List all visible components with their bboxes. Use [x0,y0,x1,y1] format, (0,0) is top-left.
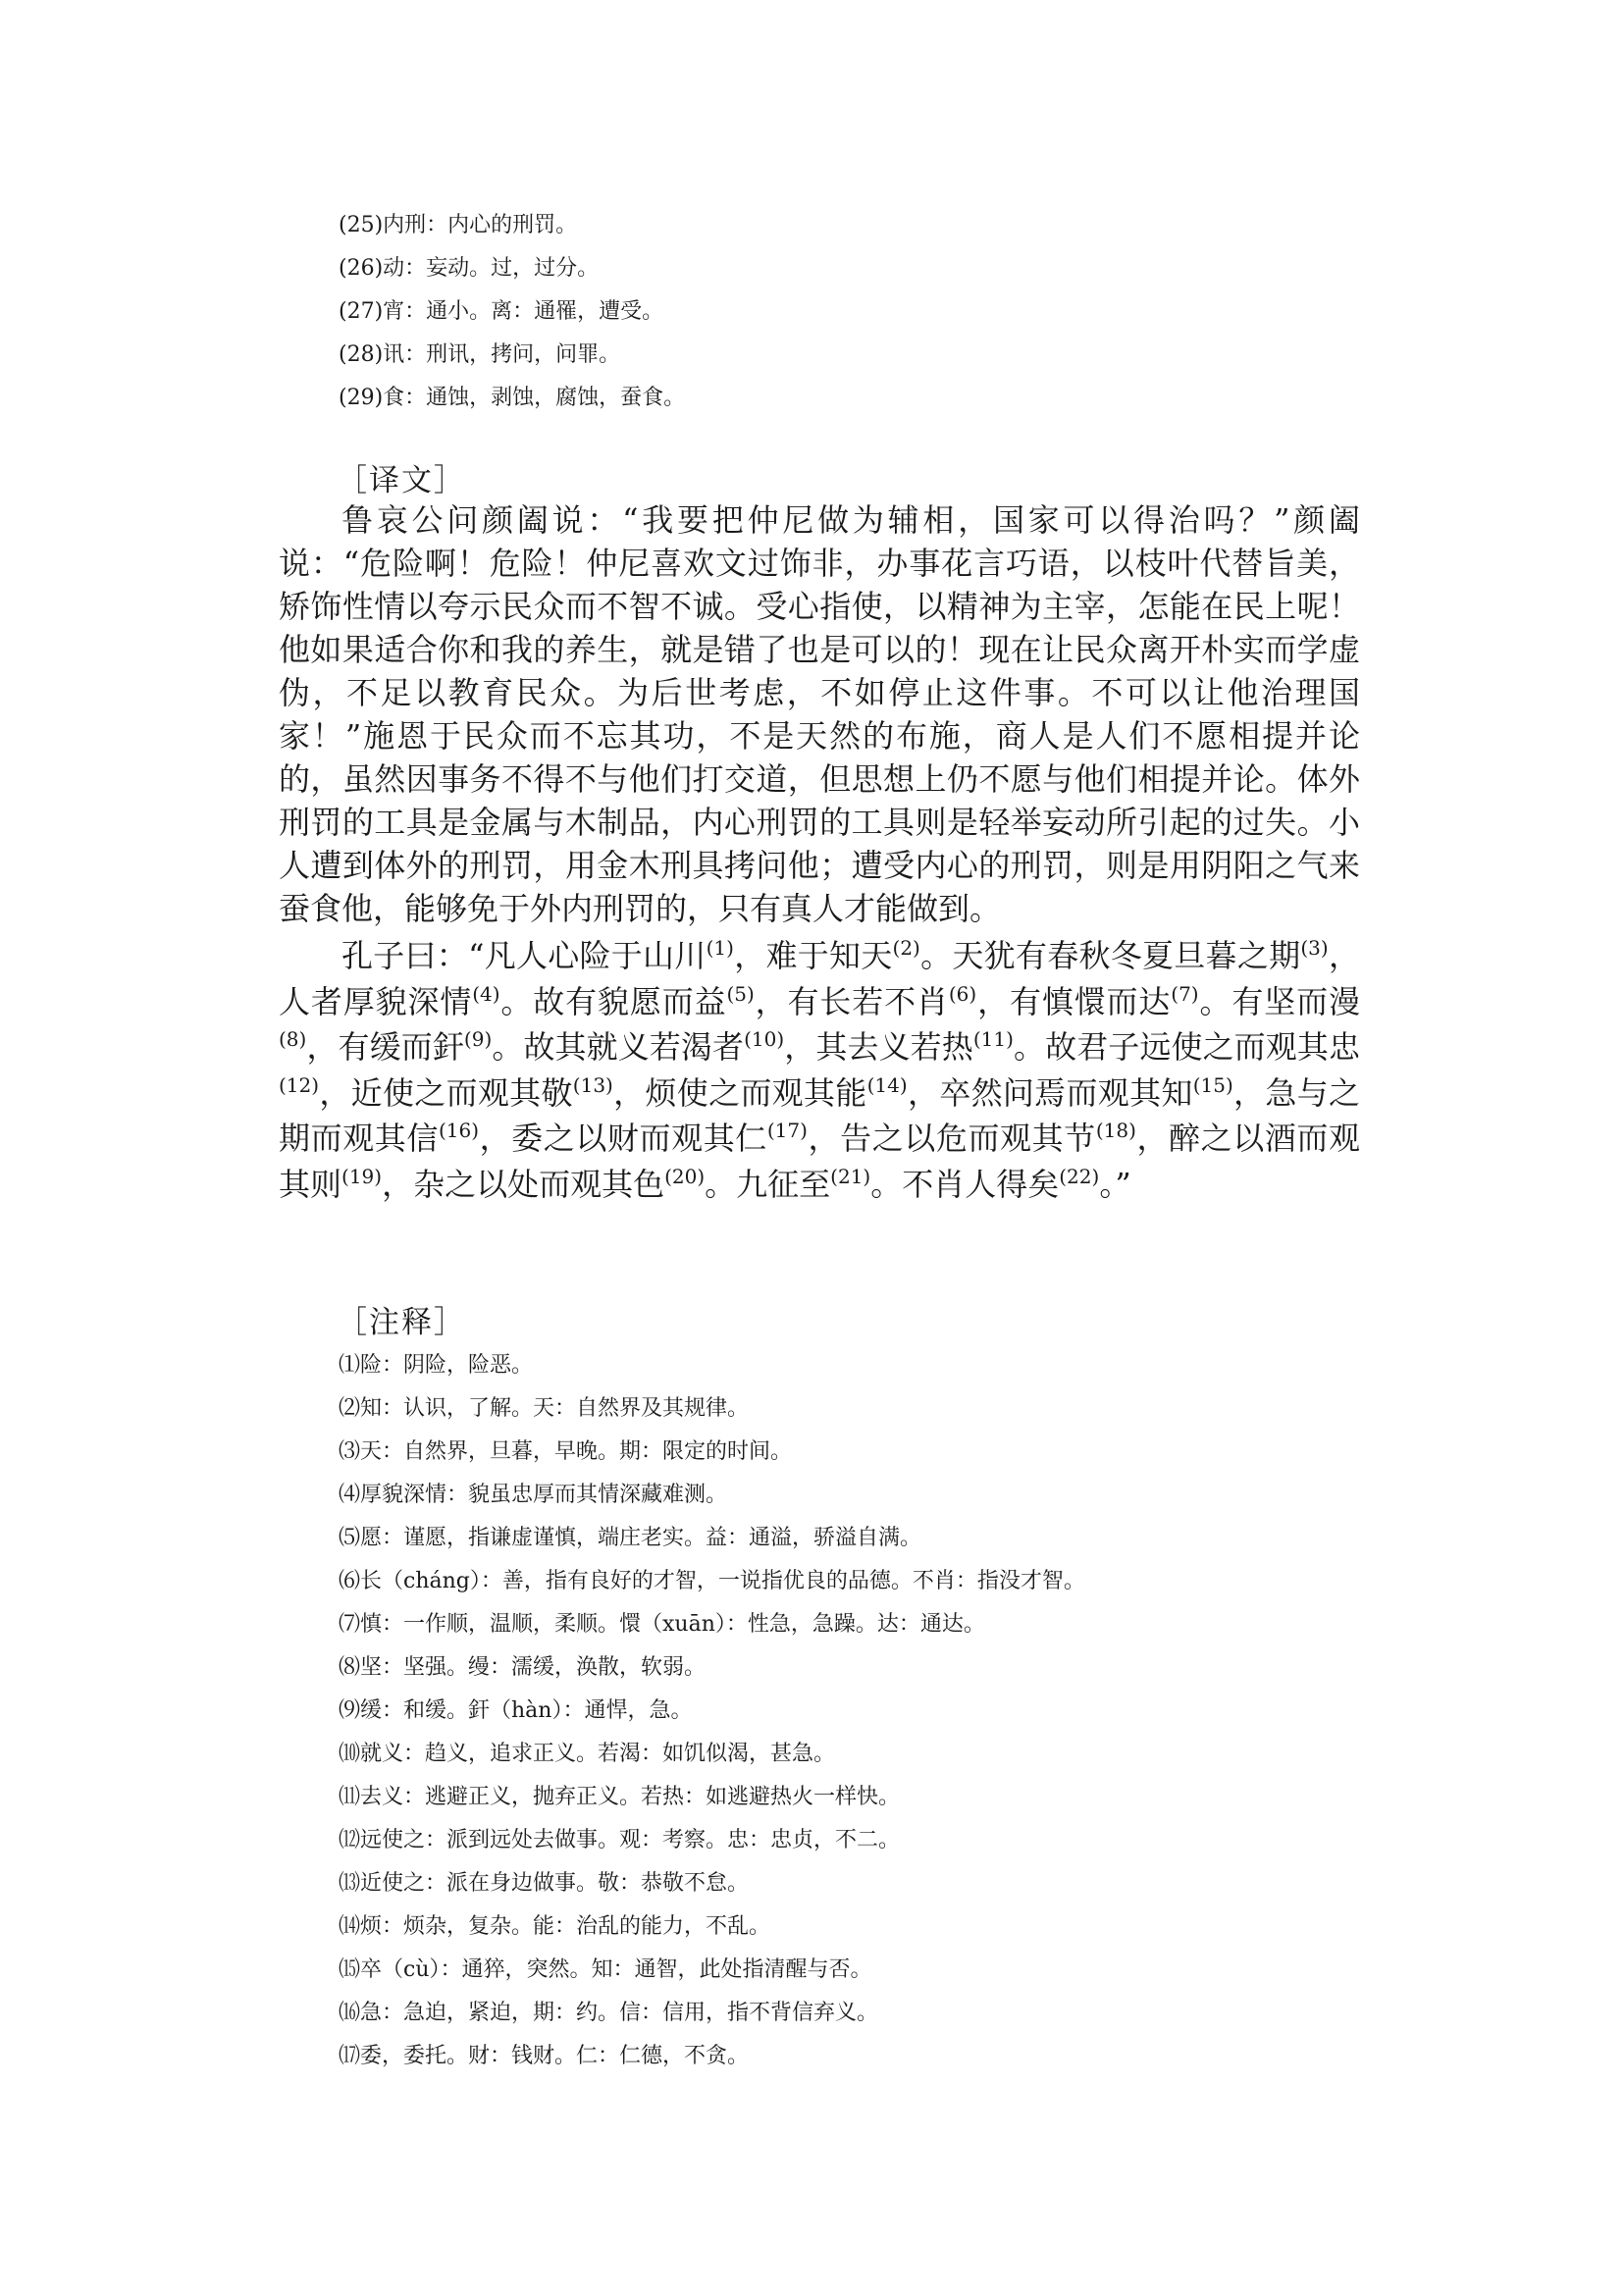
original-text-paragraph [279,933,1360,1207]
footnote-marker: (7) [1171,981,1199,1006]
note-item: ⑺慎：一作顺，温顺，柔顺。懁（xuān）：性急，急躁。达：通达。 [339,1612,985,1637]
footnote-marker: (8) [279,1027,307,1051]
note-item: ⒃急：急迫，紧迫，期：约。信：信用，指不背信弃义。 [339,2001,879,2025]
original-text-segment: ，其去义若热 [784,1028,973,1066]
note-item: ⑼缓：和缓。釬（hàn）：通悍，急。 [339,1698,693,1723]
original-text-segment: 。天犹有春秋冬夏旦暮之期 [919,937,1301,974]
notes-top-list [339,204,1320,420]
original-text-segment: ，有缓而釬 [306,1028,464,1066]
body-block [279,498,1360,1207]
original-text-segment: ，杂之以处而观其色 [382,1165,665,1203]
note-item: ⑽就义：趋义，追求正义。若渴：如饥似渴，甚急。 [339,1742,836,1766]
original-text-segment: ，卒然问焉而观其知 [907,1073,1193,1112]
original-text-segment: 。” [1099,1165,1131,1203]
note-item: ⑸愿：谨愿，指谦虚谨慎，端庄老实。益：通溢，骄溢自满。 [339,1526,922,1550]
note-item: ⒁烦：烦杂，复杂。能：治乱的能力，不乱。 [339,1914,771,1939]
original-text-segment: ，有慎懁而达 [976,982,1172,1020]
note-item: (28)讯：刑讯，拷问，问罪。 [339,342,621,367]
footnote-marker: (21) [830,1164,871,1188]
footnote-marker: (2) [892,936,920,960]
note-item: ⒂卒（cù）：通猝，突然。知：通智，此处指清醒与否。 [339,1957,872,1982]
note-item: ⑿远使之：派到远处去做事。观：考察。忠：忠贞，不二。 [339,1828,901,1852]
footnote-marker: (22) [1059,1164,1100,1188]
note-item: (25)内刑：内心的刑罚。 [339,213,578,237]
footnote-marker: (20) [664,1164,706,1188]
footnote-marker: (14) [866,1072,908,1097]
original-text-segment: 。不肖人得矣 [870,1165,1060,1203]
note-item: ⑷厚貌深情：貌虽忠厚而其情深藏难测。 [339,1483,728,1507]
note-item: ⑶天：自然界，旦暮，早晚。期：限定的时间。 [339,1439,793,1464]
note-item: ⑻坚：坚强。缦：濡缓，涣散，软弱。 [339,1655,707,1680]
footnote-marker: (17) [766,1119,808,1142]
note-item: ⑹长（cháng）：善，指有良好的才智，一说指优良的品德。不肖：指没才智。 [339,1569,1085,1593]
original-text-segment: ，难于知天 [733,937,893,974]
note-item: ⑾去义：逃避正义，抛弃正义。若热：如逃避热火一样快。 [339,1785,901,1809]
footnote-marker: (12) [279,1072,320,1097]
footnote-marker: (3) [1300,936,1329,960]
original-text-segment: ，近使之而观其敬 [319,1073,573,1112]
original-text-segment: 孔子曰：“凡人心险于山川 [341,937,707,974]
original-text-segment: 。九征至 [705,1165,831,1203]
footnote-marker: (10) [744,1027,785,1051]
notes-bottom-list [339,1344,1320,2078]
original-text-segment: ，有长若不肖 [754,982,949,1020]
original-text-segment: 。有坚而漫 [1198,982,1360,1020]
footnote-marker: (11) [972,1027,1014,1051]
footnote-marker: (16) [438,1119,479,1142]
original-text-segment: ，急与之期而观其信 [279,1073,1360,1157]
note-item: ⑵知：认识，了解。天：自然界及其规律。 [339,1396,750,1421]
notes-heading: ［注释］ [337,1305,466,1340]
original-text-segment: ，醉之以酒而观其则 [279,1120,1360,1203]
note-item: ⒀近使之：派在身边做事。敬：恭敬不怠。 [339,1871,750,1896]
note-item: (29)食：通蚀，剥蚀，腐蚀，蚕食。 [339,386,686,410]
footnote-marker: (9) [463,1027,493,1051]
note-item: ⑴险：阴险，险恶。 [339,1353,534,1378]
footnote-marker: (13) [572,1072,613,1097]
footnote-marker: (6) [948,981,977,1006]
translation-paragraph: 鲁哀公问颜阖说：“我要把仲尼做为辅相，国家可以得治吗？”颜阖说：“危险啊！危险！仲尼喜欢文过饰非，办事花言巧语，以枝叶代替旨美，矫饰性情以夸示民众而不智不诚。受心指使，以精神为主宰，怎能在民上呢！他如果适合你和我的养生，就是错了也是可以的！现在让民众离开朴实而学虚伪，不足以教育民众。为后世考虑，不如停止这件事。不可以让他治理国家！”施恩于民众而不忘其功，不是天然的布施，商人是人们不愿相提并论的，虽然因事务不得不与他们打交道，但思想上仍不愿与他们相提并论。体外刑罚的工具是金属与木制品，内心刑罚的工具则是轻举妄动所引起的过失。小人遭到体外的刑罚，用金木刑具拷问他；遭受内心的刑罚，则是用阴阳之气来蚕食他，能够免于外内刑罚的，只有真人才能做到。 [279,501,1360,927]
note-item: ⒄委，委托。财：钱财。仁：仁德，不贪。 [339,2044,750,2068]
note-item: (26)动：妄动。过，过分。 [339,256,600,281]
original-text-segment: ，告之以危而观其节 [807,1120,1096,1157]
original-text-segment: ，人者厚貌深情 [279,937,1360,1020]
original-text-segment: 。故君子远使之而观其忠 [1013,1028,1360,1066]
original-text-segment: ，烦使之而观其能 [612,1073,867,1112]
translation-heading: ［译文］ [337,463,466,498]
footnote-marker: (15) [1192,1072,1233,1097]
footnote-marker: (18) [1095,1119,1136,1142]
original-text-segment: 。故有貌愿而益 [499,982,727,1020]
footnote-marker: (4) [472,981,500,1006]
original-text-segment: ，委之以财而观其仁 [479,1120,767,1157]
note-item: (27)宵：通小。离：通罹，遭受。 [339,299,664,324]
footnote-marker: (1) [706,936,734,960]
original-text-segment: 。故其就义若渴者 [492,1028,745,1066]
footnote-marker: (19) [341,1164,383,1188]
footnote-marker: (5) [726,981,755,1006]
